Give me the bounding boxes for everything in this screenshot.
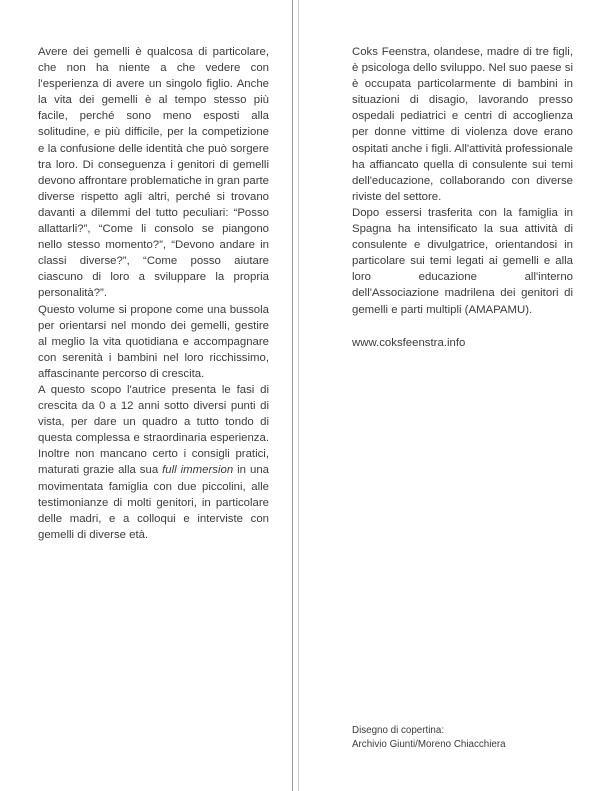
author-bio-paragraph-2: Dopo essersi trasferita con la famiglia in Spagna ha intensificato la sua attività di consulente e divulgatrice, orientandosi in particolare sui temi legati ai gemelli e alla loro educazione all'interno dell'Associazione madrilena dei genitori di gemelli e parti multipli (AMAPAMU). bbox=[352, 206, 573, 316]
author-website: www.coksfeenstra.info bbox=[352, 336, 466, 349]
synopsis-paragraph-1: Avere dei gemelli è qualcosa di particolare, che non ha niente a che vedere con l'esperienza di avere un singolo figlio. Anche la vita dei gemelli è al tempo stesso più facile, perché sono meno esposti alla solitudine, e più difficile, per la competizione e la confusione delle identità che può sorgere tra loro. Di conseguenza i genitori di gemelli devono affrontare problematiche in gran parte diverse rispetto agli altri, perché si trovano davanti a dilemmi del tutto peculiari: “Posso allattarli?”, “Come li consolo se piangono nello stesso momento?”, “Devono andare in classi diverse?”, “Come posso aiutare ciascuno di loro a sviluppare la propria personalità?”. bbox=[38, 46, 269, 300]
credits-line-2: Archivio Giunti/Moreno Chiacchiera bbox=[352, 738, 506, 750]
synopsis-paragraph-3-post: in una movimentata famiglia con due piccolini, alle testimonianze di molti genitori, in particolare delle madri, e a colloqui e interviste con gemelli di diverse età. bbox=[38, 464, 269, 541]
author-bio-column bbox=[352, 44, 573, 351]
full-immersion-italic: full immersion bbox=[162, 464, 234, 477]
credits-line-1: Disegno di copertina: bbox=[352, 725, 445, 736]
author-bio-paragraph-1 bbox=[352, 44, 573, 205]
fold-line-left bbox=[292, 0, 293, 791]
author-bio-paragraph-1-rest: , olandese, madre di tre figli, è psicologa dello sviluppo. Nel suo paese si è occupata particolarmente di bambini in situazioni di disagio, lavorando presso ospedali pediatrici e centri di accoglienza per donne vittime di violenza dove erano ospitati anche i figli. All'attività professionale ha affiancato quella di consulente sui temi dell'educazione, collaborando con diverse riviste del settore. bbox=[352, 46, 573, 203]
fold-line-right bbox=[298, 0, 299, 791]
synopsis-paragraph-3 bbox=[38, 382, 269, 543]
synopsis-paragraph-3-pre: A questo scopo l'autrice presenta le fasi di crescita da 0 a 12 anni sotto diversi punti di vista, per dare un quadro a tutto tondo di questa complessa e straordinaria esperienza. Inoltre non mancano certo i consigli pratici, maturati grazie alla sua bbox=[38, 383, 269, 477]
synopsis-column bbox=[38, 44, 269, 543]
author-name: Coks Feenstra bbox=[352, 46, 427, 58]
cover-credits bbox=[352, 724, 506, 751]
synopsis-paragraph-2: Questo volume si propone come una bussola per orientarsi nel mondo dei gemelli, gestire al meglio la vita quotidiana e accompagnare con serenità i bambini nel loro ricchissimo, affascinante percorso di crescita. bbox=[38, 303, 269, 380]
